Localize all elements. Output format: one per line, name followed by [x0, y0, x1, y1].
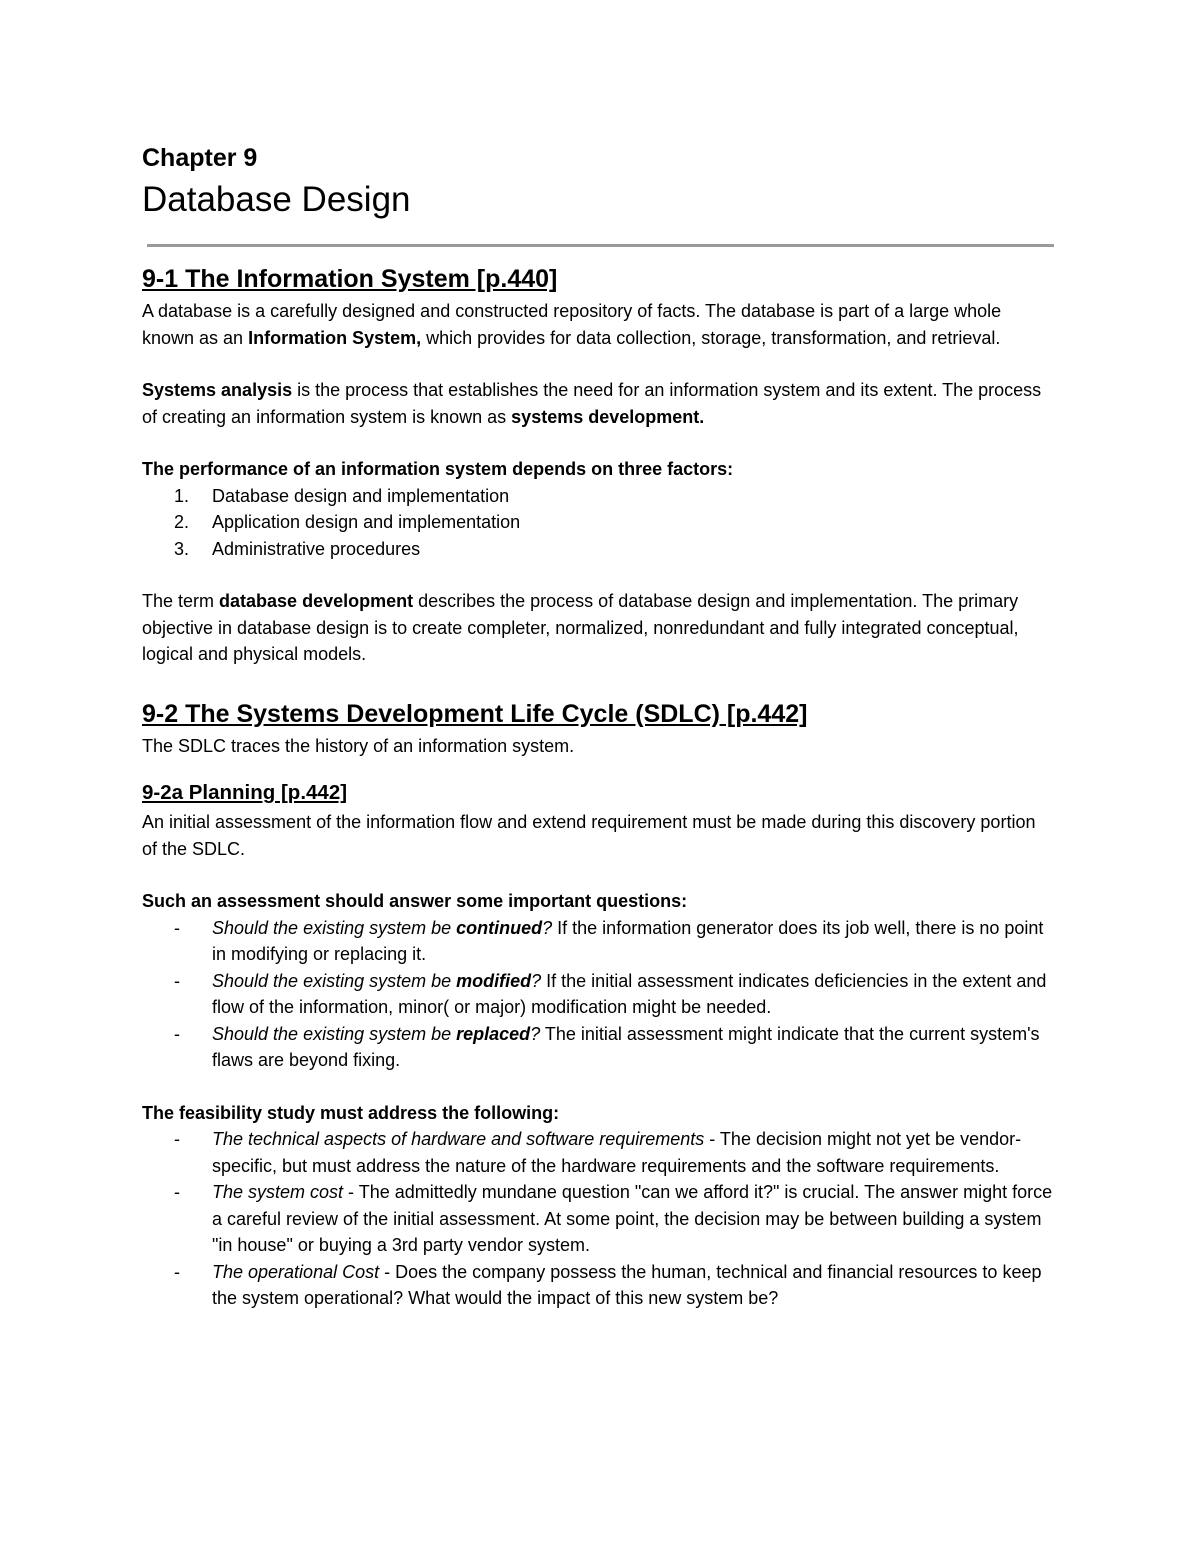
- question-keyword: continued: [456, 917, 543, 938]
- paragraph-systems-analysis: [142, 377, 1054, 430]
- text-run: is the process that establishes the need for an information system and its extent. The process of creating an information system is known as: [142, 380, 1042, 427]
- list-item: [142, 1259, 1054, 1312]
- factors-lead: The performance of an information system depends on three factors:: [142, 459, 734, 479]
- list-item-text: The initial assessment might indicate that the current system's flaws are beyond fixing.: [212, 1023, 1040, 1070]
- text-run: The term: [142, 591, 220, 611]
- list-item-text: - The decision might not yet be vendor-specific, but must address the nature of the hardware requirements and the software requirements.: [212, 1129, 1022, 1176]
- list-item: [142, 509, 1054, 536]
- list-item-text: If the information generator does its job well, there is no point in modifying or replacing it.: [212, 917, 1044, 964]
- list-marker: -: [174, 1182, 180, 1202]
- list-item-text: - Does the company possess the human, technical and financial resources to keep the system operational? What would the impact of this new system be?: [212, 1261, 1042, 1308]
- list-marker: -: [174, 1023, 180, 1044]
- italic-term: The operational Cost: [212, 1261, 380, 1282]
- chapter-label: Chapter 9: [142, 144, 258, 172]
- list-marker: 2.: [174, 512, 190, 532]
- question-mark: ?: [531, 970, 542, 991]
- list-item: [142, 483, 1054, 510]
- bold-term: Systems analysis: [142, 380, 293, 400]
- horizontal-divider: [147, 244, 1054, 247]
- section-heading-9-1: 9-1 The Information System [p.440]: [142, 265, 558, 293]
- list-marker: -: [174, 1261, 180, 1282]
- list-item-text: Administrative procedures: [212, 538, 421, 559]
- list-item-text: Application design and implementation: [212, 512, 521, 532]
- list-item: [142, 915, 1054, 968]
- question-keyword: modified: [456, 970, 532, 991]
- list-marker: 3.: [174, 538, 190, 559]
- bold-term: systems development.: [511, 406, 705, 427]
- list-item: [142, 968, 1054, 1021]
- subsection-heading-9-2a: 9-2a Planning [p.442]: [142, 781, 348, 804]
- question-mark: ?: [542, 917, 553, 938]
- text-run: describes the process of database design and implementation. The primary objective in database design is to create completer, normalized, nonredundant and fully integrated conceptual, logical and physical models.: [142, 591, 1019, 664]
- question-keyword: replaced: [456, 1023, 531, 1044]
- questions-lead: Such an assessment should answer some important questions:: [142, 891, 688, 911]
- question-text: Should the existing system be: [212, 1023, 457, 1044]
- list-marker: 1.: [174, 485, 190, 506]
- section-heading-9-2: 9-2 The Systems Development Life Cycle (SDLC) [p.442]: [142, 699, 808, 728]
- italic-term: The system cost: [212, 1182, 344, 1202]
- list-marker: -: [174, 1129, 180, 1149]
- document-title: Database Design: [142, 180, 411, 219]
- document-page: [142, 140, 1054, 1312]
- paragraph-database-development: [142, 588, 1054, 668]
- list-item-text: - The admittedly mundane question "can we afford it?" is crucial. The answer might force a careful review of the initial assessment. At some point, the decision may be between building a system "in house" or buying a 3rd party vendor system.: [212, 1182, 1053, 1255]
- questions-list: [142, 915, 1054, 1074]
- list-item-text: Database design and implementation: [212, 485, 510, 506]
- italic-term: The technical aspects of hardware and software requirements: [212, 1129, 705, 1149]
- bold-term: Information System,: [248, 327, 422, 348]
- factors-list: [142, 483, 1054, 563]
- list-item: [142, 536, 1054, 563]
- paragraph-sdlc-intro: The SDLC traces the history of an information system.: [142, 735, 575, 756]
- paragraph-planning-intro: An initial assessment of the information flow and extend requirement must be made during this discovery portion of the SDLC.: [142, 812, 1036, 859]
- bold-term: database development: [219, 591, 414, 611]
- list-marker: -: [174, 970, 180, 991]
- list-item: [142, 1021, 1054, 1074]
- question-text: Should the existing system be: [212, 970, 457, 991]
- question-mark: ?: [530, 1023, 541, 1044]
- feasibility-list: [142, 1126, 1054, 1312]
- feasibility-lead: The feasibility study must address the following:: [142, 1102, 560, 1123]
- text-run: A database is a carefully designed and constructed repository of facts. The database is part of a large whole known as an: [142, 301, 1002, 348]
- list-item-text: If the initial assessment indicates deficiencies in the extent and flow of the information, minor( or major) modification might be needed.: [212, 970, 1047, 1017]
- paragraph-information-system: [142, 298, 1054, 351]
- text-run: which provides for data collection, storage, transformation, and retrieval.: [421, 327, 1001, 348]
- question-text: Should the existing system be: [212, 917, 457, 938]
- list-item: [142, 1179, 1054, 1259]
- list-item: [142, 1126, 1054, 1179]
- list-marker: -: [174, 917, 180, 938]
